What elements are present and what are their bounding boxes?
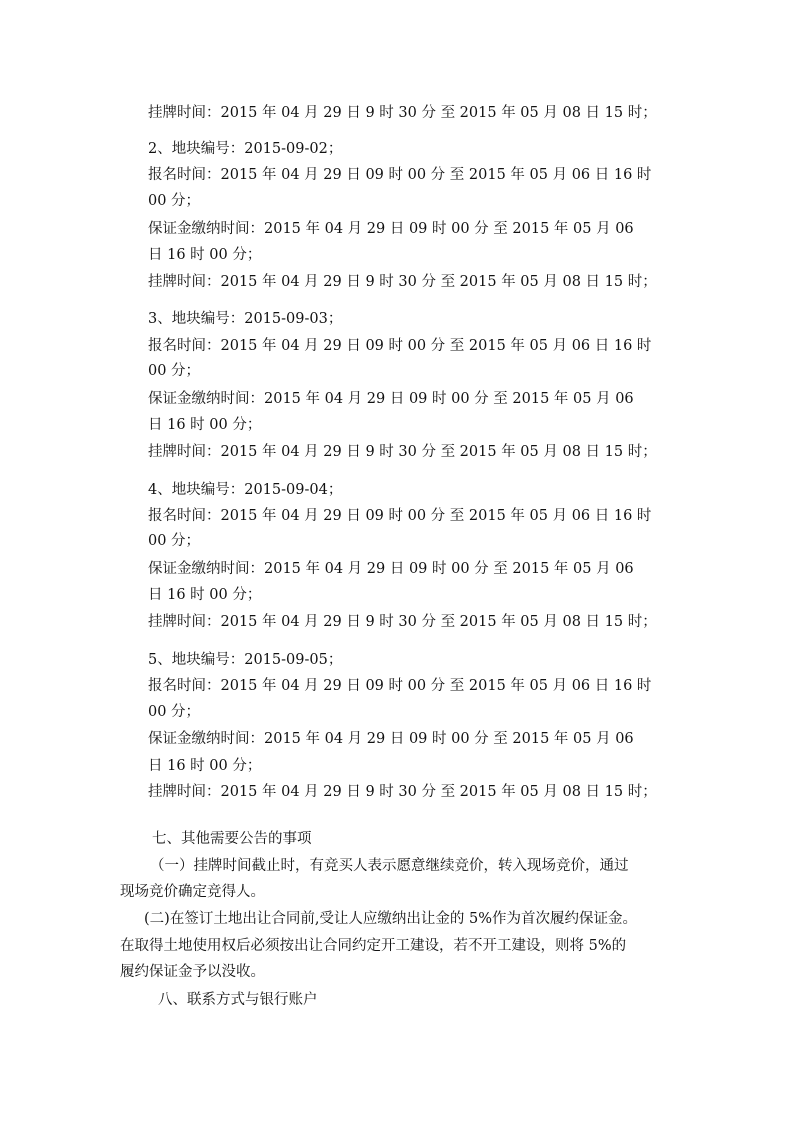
lot-2-deposit-time: 保证金缴纳时间：2015 年 04 月 29 日 09 时 00 分 至 2015 年 05 月 06 (148, 221, 634, 237)
lot-4-listing-time: 挂牌时间：2015 年 04 月 29 日 9 时 30 分 至 2015 年 05 月 08 日 15 时； (148, 614, 657, 630)
lot-5-listing-time: 挂牌时间：2015 年 04 月 29 日 9 时 30 分 至 2015 年 05 月 08 日 15 时； (148, 784, 657, 800)
lot-5-number: 5、地块编号：2015-09-05； (148, 652, 343, 668)
section-7-title: 七、其他需要公告的事项 (152, 831, 312, 847)
lot-5-deposit-time: 保证金缴纳时间：2015 年 04 月 29 日 09 时 00 分 至 2015 年 05 月 06 (148, 731, 634, 747)
section-7-item-1-cont: 现场竞价确定竞得人。 (120, 884, 265, 900)
lot-4-registration-time: 报名时间：2015 年 04 月 29 日 09 时 00 分 至 2015 年 05 月 06 日 16 时 (148, 508, 652, 524)
section-8-title: 八、联系方式与银行账户 (158, 992, 318, 1008)
lot-4-registration-time-cont: 00 分； (148, 533, 201, 549)
lot-2-listing-time: 挂牌时间：2015 年 04 月 29 日 9 时 30 分 至 2015 年 05 月 08 日 15 时； (148, 274, 657, 290)
lot-3-listing-time: 挂牌时间：2015 年 04 月 29 日 9 时 30 分 至 2015 年 05 月 08 日 15 时； (148, 444, 657, 460)
section-7-item-2-cont-2: 履约保证金予以没收。 (120, 964, 265, 980)
lot-2-number: 2、地块编号：2015-09-02； (148, 141, 343, 157)
lot-3-registration-time: 报名时间：2015 年 04 月 29 日 09 时 00 分 至 2015 年 05 月 06 日 16 时 (148, 338, 652, 354)
lot-3-number: 3、地块编号：2015-09-03； (148, 311, 343, 327)
lot-3-registration-time-cont: 00 分； (148, 363, 201, 379)
lot-5-registration-time: 报名时间：2015 年 04 月 29 日 09 时 00 分 至 2015 年 05 月 06 日 16 时 (148, 678, 652, 694)
lot-1-listing-time: 挂牌时间：2015 年 04 月 29 日 9 时 30 分 至 2015 年 05 月 08 日 15 时； (148, 105, 657, 121)
lot-2-deposit-time-cont: 日 16 时 00 分； (148, 247, 262, 263)
lot-3-deposit-time-cont: 日 16 时 00 分； (148, 417, 262, 433)
lot-3-deposit-time: 保证金缴纳时间：2015 年 04 月 29 日 09 时 00 分 至 2015 年 05 月 06 (148, 391, 634, 407)
section-7-item-2: (二)在签订土地出让合同前,受让人应缴纳出让金的 5%作为首次履约保证金。 (144, 911, 638, 927)
lot-4-deposit-time-cont: 日 16 时 00 分； (148, 587, 262, 603)
lot-2-registration-time: 报名时间：2015 年 04 月 29 日 09 时 00 分 至 2015 年 05 月 06 日 16 时 (148, 167, 652, 183)
lot-2-registration-time-cont: 00 分； (148, 193, 201, 209)
lot-5-registration-time-cont: 00 分； (148, 704, 201, 720)
section-7-item-2-cont: 在取得土地使用权后必须按出让合同约定开工建设，若不开工建设，则将 5%的 (120, 938, 627, 954)
lot-4-number: 4、地块编号：2015-09-04； (148, 482, 343, 498)
section-7-item-1: （一）挂牌时间截止时，有竞买人表示愿意继续竞价，转入现场竞价，通过 (150, 858, 629, 874)
lot-4-deposit-time: 保证金缴纳时间：2015 年 04 月 29 日 09 时 00 分 至 2015 年 05 月 06 (148, 561, 634, 577)
lot-5-deposit-time-cont: 日 16 时 00 分； (148, 758, 262, 774)
